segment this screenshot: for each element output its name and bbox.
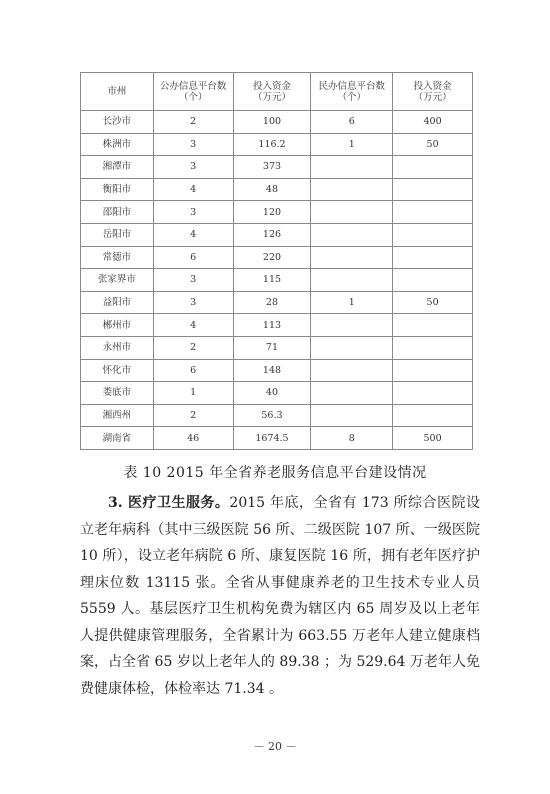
table-row xyxy=(81,156,473,179)
value-cell: 46 xyxy=(153,427,233,450)
value-cell: 116.2 xyxy=(233,133,311,156)
body-paragraph xyxy=(80,490,480,702)
column-header-label: 投入资金 xyxy=(252,80,291,92)
column-header-unit: （万元） xyxy=(252,91,291,103)
value-cell xyxy=(393,314,473,337)
region-cell: 娄底市 xyxy=(81,382,154,405)
value-cell xyxy=(393,404,473,427)
region-cell: 长沙市 xyxy=(81,111,154,134)
value-cell: 220 xyxy=(233,246,311,269)
value-cell: 56.3 xyxy=(233,404,311,427)
table-row xyxy=(81,336,473,359)
value-cell xyxy=(393,336,473,359)
value-cell: 1674.5 xyxy=(233,427,311,450)
value-cell xyxy=(393,382,473,405)
page-number: － 20 － xyxy=(253,740,297,753)
value-cell: 3 xyxy=(153,133,233,156)
value-cell: 48 xyxy=(233,178,311,201)
column-header-label: 民办信息平台数 xyxy=(318,80,386,92)
value-cell: 6 xyxy=(311,111,393,134)
value-cell xyxy=(311,336,393,359)
value-cell xyxy=(311,246,393,269)
value-cell: 4 xyxy=(153,178,233,201)
region-cell: 株洲市 xyxy=(81,133,154,156)
value-cell: 120 xyxy=(233,201,311,224)
value-cell: 71 xyxy=(233,336,311,359)
value-cell: 4 xyxy=(153,314,233,337)
platform-table xyxy=(80,72,473,450)
value-cell: 113 xyxy=(233,314,311,337)
column-header-label: 市州 xyxy=(107,86,127,97)
table-body xyxy=(81,111,473,450)
table-header-row xyxy=(81,73,473,111)
value-cell: 3 xyxy=(153,156,233,179)
value-cell: 3 xyxy=(153,269,233,292)
table-row xyxy=(81,246,473,269)
value-cell xyxy=(393,269,473,292)
column-header-unit: （万元） xyxy=(413,91,452,103)
region-cell: 衡阳市 xyxy=(81,178,154,201)
region-cell: 永州市 xyxy=(81,336,154,359)
value-cell: 1 xyxy=(311,133,393,156)
region-cell: 怀化市 xyxy=(81,359,154,382)
region-cell: 益阳市 xyxy=(81,291,154,314)
table-caption: 表 10 2015 年全省养老服务信息平台建设情况 xyxy=(123,465,427,481)
value-cell xyxy=(311,269,393,292)
value-cell: 4 xyxy=(153,223,233,246)
value-cell: 126 xyxy=(233,223,311,246)
value-cell: 373 xyxy=(233,156,311,179)
table-row xyxy=(81,291,473,314)
table-row xyxy=(81,111,473,134)
region-cell: 湘潭市 xyxy=(81,156,154,179)
table-row xyxy=(81,133,473,156)
table-row xyxy=(81,223,473,246)
column-header-label: 公办信息平台数 xyxy=(159,80,227,92)
table-row xyxy=(81,178,473,201)
value-cell: 2 xyxy=(153,111,233,134)
value-cell: 2 xyxy=(153,336,233,359)
table-row xyxy=(81,269,473,292)
table-row xyxy=(81,382,473,405)
value-cell xyxy=(311,404,393,427)
value-cell: 28 xyxy=(233,291,311,314)
column-header-unit: （个） xyxy=(178,91,208,103)
region-cell: 岳阳市 xyxy=(81,223,154,246)
column-header-unit: （个） xyxy=(337,91,367,103)
value-cell xyxy=(393,359,473,382)
value-cell xyxy=(393,156,473,179)
value-cell: 3 xyxy=(153,291,233,314)
table-row xyxy=(81,314,473,337)
value-cell: 100 xyxy=(233,111,311,134)
region-cell: 张家界市 xyxy=(81,269,154,292)
value-cell: 6 xyxy=(153,246,233,269)
value-cell: 400 xyxy=(393,111,473,134)
section-heading: 3. 医疗卫生服务。 xyxy=(108,495,230,511)
value-cell: 40 xyxy=(233,382,311,405)
column-header xyxy=(153,73,233,111)
value-cell: 50 xyxy=(393,291,473,314)
column-header xyxy=(311,73,393,111)
value-cell: 115 xyxy=(233,269,311,292)
value-cell xyxy=(311,314,393,337)
value-cell xyxy=(311,359,393,382)
table-row xyxy=(81,359,473,382)
value-cell: 148 xyxy=(233,359,311,382)
value-cell: 3 xyxy=(153,201,233,224)
value-cell xyxy=(311,156,393,179)
value-cell xyxy=(393,201,473,224)
value-cell: 50 xyxy=(393,133,473,156)
region-cell: 湘西州 xyxy=(81,404,154,427)
value-cell: 500 xyxy=(393,427,473,450)
region-cell: 常德市 xyxy=(81,246,154,269)
value-cell xyxy=(393,223,473,246)
value-cell: 8 xyxy=(311,427,393,450)
value-cell xyxy=(311,178,393,201)
region-cell: 郴州市 xyxy=(81,314,154,337)
column-header-label: 投入资金 xyxy=(413,80,452,92)
value-cell xyxy=(311,223,393,246)
table-row xyxy=(81,427,473,450)
region-cell: 邵阳市 xyxy=(81,201,154,224)
value-cell xyxy=(393,178,473,201)
paragraph-text: 2015 年底，全省有 173 所综合医院设立老年病科（其中三级医院 56 所、二级医院 107 所、一级医院 10 所），设立老年病院 6 所、康复医院 16 所，拥有老年医疗护理床位数 13115 张。全省从事健康养老的卫生技术专业人员 5559 人。基层医疗卫生机构免费为辖区内 65 周岁及以上老年人提供健康管理服务，全省累计为 663.55 万老年人建立健康档案，占全省 65 岁以上老年人的 89.38 ；为 529.64 万老年人免费健康体检，体检率达 71.34 。 xyxy=(80,495,480,697)
value-cell: 1 xyxy=(311,291,393,314)
value-cell xyxy=(311,382,393,405)
value-cell: 1 xyxy=(153,382,233,405)
value-cell xyxy=(393,246,473,269)
column-header xyxy=(393,73,473,111)
region-cell: 湖南省 xyxy=(81,427,154,450)
value-cell: 6 xyxy=(153,359,233,382)
value-cell xyxy=(311,201,393,224)
column-header xyxy=(81,73,154,111)
column-header xyxy=(233,73,311,111)
value-cell: 2 xyxy=(153,404,233,427)
table-row xyxy=(81,201,473,224)
table-row xyxy=(81,404,473,427)
